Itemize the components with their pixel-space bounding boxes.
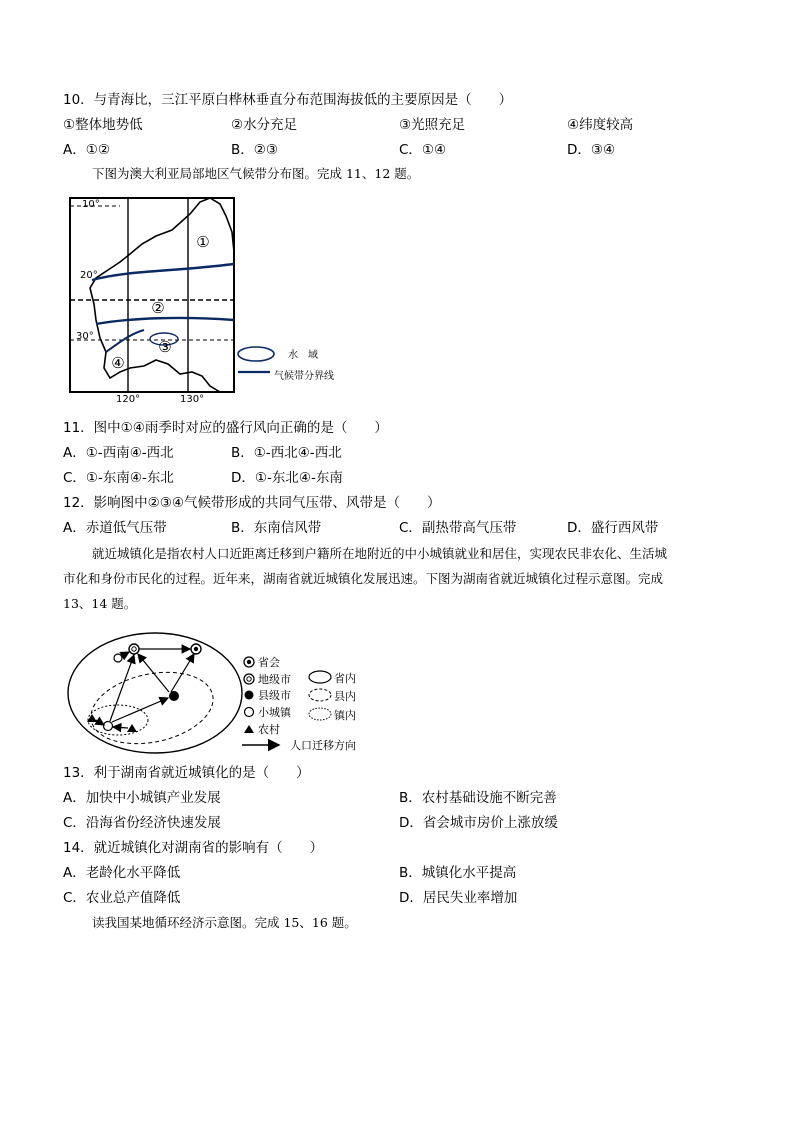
lon-label-130: 130° — [180, 394, 205, 404]
legend-provincial-capital: 省会 — [258, 656, 280, 669]
q13-option-c: C．沿海省份经济快速发展 — [63, 815, 221, 831]
q14-option-b: B．城镇化水平提高 — [399, 865, 517, 881]
q14-option-c: C．农业总产值降低 — [63, 890, 181, 906]
lat-label-10: 10° — [82, 199, 100, 210]
lat-label-30: 30° — [76, 331, 94, 342]
q11-option-c: C．①-东南④-东北 — [63, 470, 174, 486]
legend-county-city: 县级市 — [258, 689, 291, 702]
intro-13-14-line2: 市化和身份市民化的过程。近年来，湖南省就近城镇化发展迅速。下图为湖南省就近城镇化过程示意图。完成 — [63, 571, 664, 586]
legend-province: 省内 — [334, 672, 356, 685]
legend-boundary-label: 气候带分界线 — [274, 371, 334, 382]
q11-option-a: A．①-西南④-西北 — [63, 445, 174, 461]
lat-label-20: 20° — [80, 270, 98, 281]
q11-stem: 11．图中①④雨季时对应的盛行风向正确的是（ ） — [63, 420, 388, 436]
q12-stem: 12．影响图中②③④气候带形成的共同气压带、风带是（ ） — [63, 495, 441, 511]
australia-climate-map — [60, 192, 360, 404]
legend-town: 镇内 — [334, 709, 356, 722]
q10-factor-3: ③光照充足 — [399, 117, 466, 133]
map-frame — [70, 198, 234, 392]
legend-water-label: 水 域 — [288, 350, 318, 361]
legend-county: 县内 — [334, 690, 356, 703]
zone-label-2: ② — [151, 299, 165, 317]
q11-option-d: D．①-东北④-东南 — [231, 470, 343, 486]
q13-option-b: B．农村基础设施不断完善 — [399, 790, 557, 806]
intro-13-14-line1: 就近城镇化是指农村人口近距离迁移到户籍所在地附近的中小城镇就业和居住，实现农民非农化、生活城 — [92, 546, 668, 561]
q12-option-d: D．盛行西风带 — [567, 520, 659, 536]
q14-option-d: D．居民失业率增加 — [399, 890, 518, 906]
village-2 — [127, 724, 137, 732]
intro-15-16: 读我国某地循环经济示意图。完成 15、16 题。 — [92, 915, 357, 930]
small-town-top — [114, 654, 122, 662]
q10-stem: 10．与青海比，三江平原白桦林垂直分布范围海拔低的主要原因是（ ） — [63, 92, 513, 108]
q13-stem: 13．利于湖南省就近城镇化的是（ ） — [63, 765, 310, 781]
lon-label-120: 120° — [116, 394, 141, 404]
intro-11-12: 下图为澳大利亚局部地区气候带分布图。完成 11、12 题。 — [92, 166, 420, 181]
q10-option-c: C．①④ — [399, 142, 447, 158]
q10-factor-4: ④纬度较高 — [567, 117, 634, 133]
q12-option-b: B．东南信风带 — [231, 520, 322, 536]
q11-option-b: B．①-西北④-西北 — [231, 445, 342, 461]
q14-stem: 14．就近城镇化对湖南省的影响有（ ） — [63, 840, 324, 856]
legend-migration-direction: 人口迁移方向 — [290, 739, 356, 752]
legend-village: 农村 — [258, 723, 280, 736]
zone-label-4: ④ — [111, 354, 125, 372]
q10-option-b: B．②③ — [231, 142, 278, 158]
county-boundary — [84, 662, 219, 754]
prefecture-city — [129, 644, 139, 654]
zone-label-1: ① — [196, 233, 210, 251]
legend-prefecture-city: 地级市 — [258, 673, 291, 686]
q13-option-d: D．省会城市房价上涨放缓 — [399, 815, 558, 831]
village-1 — [87, 714, 97, 722]
q13-option-a: A．加快中小城镇产业发展 — [63, 790, 221, 806]
q10-option-d: D．③④ — [567, 142, 616, 158]
q10-factor-1: ①整体地势低 — [63, 117, 143, 133]
legend-water-symbol — [238, 347, 274, 361]
intro-13-14-line3: 13、14 题。 — [63, 596, 137, 611]
zone-label-3: ③ — [158, 338, 172, 356]
hunan-urbanization-diagram — [64, 628, 374, 764]
province-boundary — [68, 633, 242, 753]
q12-option-c: C．副热带高气压带 — [399, 520, 517, 536]
q14-option-a: A．老龄化水平降低 — [63, 865, 181, 881]
q10-factor-2: ②水分充足 — [231, 117, 298, 133]
q12-option-a: A．赤道低气压带 — [63, 520, 167, 536]
county-city — [169, 691, 179, 701]
small-town — [104, 722, 113, 731]
q10-option-a: A．①② — [63, 142, 110, 158]
legend-small-town: 小城镇 — [258, 706, 291, 719]
